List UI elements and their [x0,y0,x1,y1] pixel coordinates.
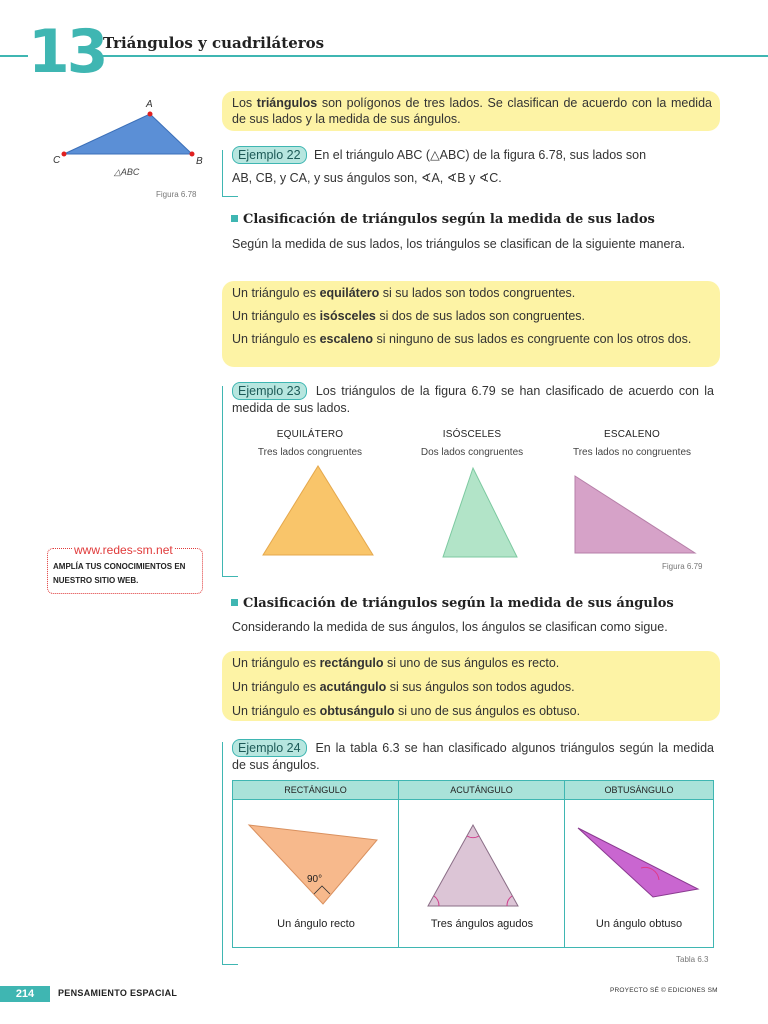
figure-6-78 [50,96,210,202]
vertex-b-label: B [196,156,203,167]
angle-90-label: 90° [307,874,323,885]
isosceles-title: ISÓSCELES [442,429,502,440]
example22-bracket-foot [222,196,238,197]
section-angles-heading-text: Clasificación de triángulos según la medida de sus ángulos [243,596,674,611]
def-acutangulo: Un triángulo es acutángulo si sus ángulos son todos agudos. [232,680,575,694]
isosceles-triangle [443,468,517,557]
vertex-c-dot [62,152,67,157]
def-obtusangulo: Un triángulo es obtusángulo si uno de sus ángulos es obtuso. [232,704,581,718]
example23-text: Los triángulos de la figura 6.79 se han clasificado de acuerdo con la medida de sus lados. [232,384,714,415]
section-sides-heading-text: Clasificación de triángulos según la medida de sus lados [243,212,655,227]
triangle-label: △ABC [114,167,140,177]
header-rule-left [0,55,28,57]
example23-bracket [222,386,223,576]
angles-definitions-box [222,651,720,721]
figure-6-79 [240,460,720,580]
intro-text-end: son polígonos de tres lados. Se clasifican de acuerdo con la medida de sus lados y la medida de sus ángulos. [232,96,712,126]
example23-block [232,382,714,416]
bullet-square [231,215,238,222]
example22-label: Ejemplo 22 [232,146,307,164]
example24-text: En la tabla 6.3 se han clasificado algunos triángulos según la medida de sus ángulos. [232,741,714,772]
acute-triangle [428,825,518,906]
section-sides-intro: Según la medida de sus lados, los triángulos se clasifican de la siguiente manera. [232,237,686,251]
header-rule-right [95,55,768,57]
obtuse-triangle [578,828,698,897]
escaleno-title: ESCALENO [603,429,661,440]
web-link-box[interactable] [47,543,203,594]
footer-section: PENSAMIENTO ESPACIAL [58,988,178,998]
table-triangles [233,800,713,920]
bullet-square [231,599,238,606]
equilatero-title: EQUILÁTERO [276,429,344,440]
intro-box [222,91,720,131]
web-line2: NUESTRO SITIO WEB. [53,576,139,585]
def-rectangulo: Un triángulo es rectángulo si uno de sus ángulos es recto. [232,656,560,670]
example23-bracket-foot [222,576,238,577]
example24-label: Ejemplo 24 [232,739,307,757]
web-url[interactable]: www.redes-sm.net [74,543,173,557]
example22-bracket [222,150,223,196]
equilatero-sub: Tres lados congruentes [257,447,363,458]
section-sides-heading [231,212,655,227]
table-header-acutangulo: ACUTÁNGULO [399,781,565,799]
page-number: 214 [0,986,50,1002]
label-tres-angulos-agudos: Tres ángulos agudos [430,918,534,930]
footer-publisher: PROYECTO SÉ © EDICIONES SM [610,987,718,994]
figure-6-79-caption: Figura 6.79 [662,562,703,571]
web-line1: AMPLÍA TUS CONOCIMIENTOS EN [53,562,186,571]
scalene-triangle [575,476,695,553]
section-angles-heading [231,596,674,611]
vertex-a-dot [148,112,153,117]
table-header-obtusangulo: OBTUSÁNGULO [565,781,713,799]
chapter-title: Triángulos y cuadriláteros [103,34,325,52]
equilateral-triangle [263,466,373,555]
isosceles-sub: Dos lados congruentes [420,447,524,458]
example22-line1: En el triángulo ABC (△ABC) de la figura 6.78, sus lados son [314,148,647,162]
table-header-rectangulo: RECTÁNGULO [233,781,399,799]
section-angles-intro: Considerando la medida de sus ángulos, los ángulos se clasifican como sigue. [232,620,668,634]
def-equilatero: Un triángulo es equilátero si su lados son todos congruentes. [232,286,576,300]
example24-bracket-foot [222,964,238,965]
sides-definitions-box [222,281,720,367]
chapter-number: 13 [28,17,106,87]
triangle-abc [64,114,192,154]
example23-label: Ejemplo 23 [232,382,307,400]
example24-block [232,739,714,773]
vertex-a-label: A [146,99,153,110]
def-isosceles: Un triángulo es isósceles si dos de sus lados son congruentes. [232,309,586,323]
vertex-c-label: C [53,155,61,166]
label-un-angulo-obtuso: Un ángulo obtuso [595,918,683,930]
label-un-angulo-recto: Un ángulo recto [277,918,355,930]
right-triangle [249,825,377,904]
intro-term: triángulos [256,96,318,110]
table-6-3 [232,780,714,948]
example24-bracket [222,742,223,964]
vertex-b-dot [190,152,195,157]
example22-block [232,146,714,164]
escaleno-sub: Tres lados no congruentes [572,447,692,458]
intro-text-start: Los [232,96,257,110]
figure-caption: Figura 6.78 [156,190,197,199]
example22-line2: AB, CB, y CA, y sus ángulos son, ∢A, ∢B y ∢C. [232,171,502,185]
def-escaleno: Un triángulo es escaleno si ninguno de sus lados es congruente con los otros dos. [232,332,692,346]
table-caption: Tabla 6.3 [676,955,709,964]
